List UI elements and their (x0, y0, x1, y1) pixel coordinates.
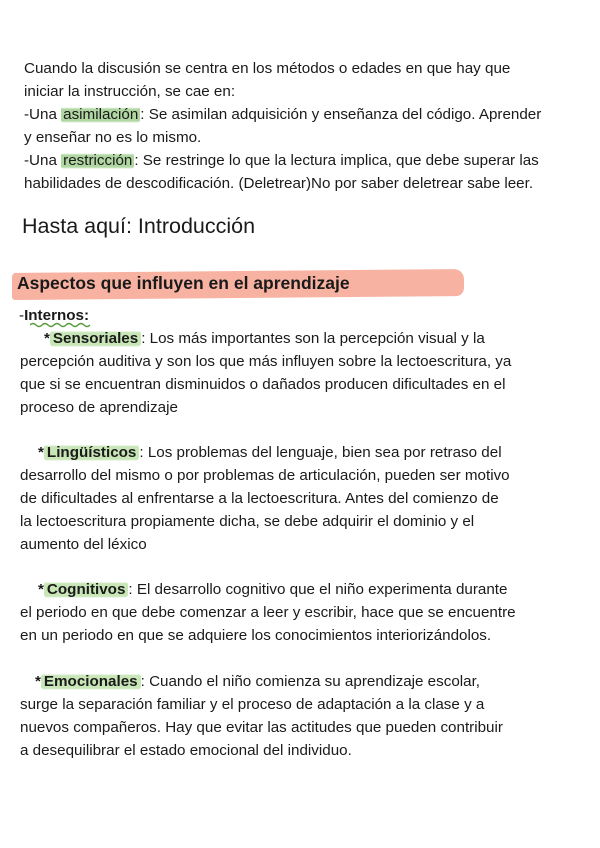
linguisticos-line-5: aumento del léxico (20, 536, 147, 553)
internos-dash: - (19, 307, 25, 324)
linguisticos-line-2: desarrollo del mismo o por problemas de articulación, pueden ser motivo (20, 467, 510, 484)
sensoriales-line-1 (44, 328, 485, 351)
internos-text: Internos: (24, 307, 90, 324)
intro-end-heading: Hasta aquí: Introducción (22, 214, 256, 238)
restriccion-term: restricción (63, 152, 133, 169)
sensoriales-line-3: que si se encuentran disminuidos o dañados producen dificultades en el (20, 376, 506, 393)
emocionales-star: * (35, 673, 41, 690)
asimilacion-line-2: y enseñar no es lo mismo. (24, 129, 202, 146)
emocionales-term: Emocionales (41, 673, 141, 690)
restriccion-prefix: -Una (24, 152, 62, 169)
section-title: Aspectos que influyen en el aprendizaje (17, 273, 350, 293)
cognitivos-text-1: : El desarrollo cognitivo que el niño experimenta durante (128, 581, 508, 598)
emocionales-line-2: surge la separación familiar y el proceso de adaptación a la clase y a (20, 696, 485, 713)
cognitivos-star: * (38, 581, 44, 598)
emocionales-text-1: : Cuando el niño comienza su aprendizaje escolar, (140, 673, 481, 690)
linguisticos-term: Lingüísticos (44, 444, 139, 461)
linguisticos-line-3: de dificultades al enfrentarse a la lectoescritura. Antes del comienzo de (20, 490, 499, 507)
linguisticos-text-1: : Los problemas del lenguaje, bien sea por retraso del (139, 444, 502, 461)
sensoriales-line-4: proceso de aprendizaje (20, 399, 178, 416)
cognitivos-line-3: en un periodo en que se adquiere los conocimientos interiorizándolos. (20, 627, 492, 644)
cognitivos-line-1 (38, 579, 507, 602)
asimilacion-term: asimilación (63, 106, 139, 123)
cognitivos-term: Cognitivos (44, 581, 128, 598)
emocionales-line-4: a desequilibrar el estado emocional del individuo. (20, 742, 352, 759)
restriccion-text: : Se restringe lo que la lectura implica, que debe superar las (134, 152, 539, 169)
sensoriales-term: Sensoriales (50, 330, 141, 347)
sensoriales-text-1: : Los más importantes son la percepción visual y la (141, 330, 485, 347)
linguisticos-star: * (38, 444, 44, 461)
linguisticos-line-4: la lectoescritura propiamente dicha, se debe adquirir el dominio y el (20, 513, 475, 530)
asimilacion-text: : Se asimilan adquisición y enseñanza del código. Aprender (140, 106, 542, 123)
cognitivos-line-2: el periodo en que debe comenzar a leer y escribir, hace que se encuentre (20, 604, 516, 621)
sensoriales-star: * (44, 330, 50, 347)
intro-line-2: iniciar la instrucción, se cae en: (24, 83, 236, 100)
asimilacion-line (24, 104, 541, 127)
sensoriales-line-2: percepción auditiva y son los que más influyen sobre la lectoescritura, ya (20, 353, 512, 370)
restriccion-line (24, 150, 539, 173)
intro-line-1: Cuando la discusión se centra en los métodos o edades en que hay que (24, 60, 511, 77)
emocionales-line-1 (35, 671, 480, 694)
emocionales-line-3: nuevos compañeros. Hay que evitar las actitudes que pueden contribuir (20, 719, 503, 736)
linguisticos-line-1 (38, 442, 502, 465)
restriccion-line-2: habilidades de descodificación. (Deletrear)No por saber deletrear sabe leer. (24, 175, 534, 192)
asimilacion-prefix: -Una (24, 106, 62, 123)
